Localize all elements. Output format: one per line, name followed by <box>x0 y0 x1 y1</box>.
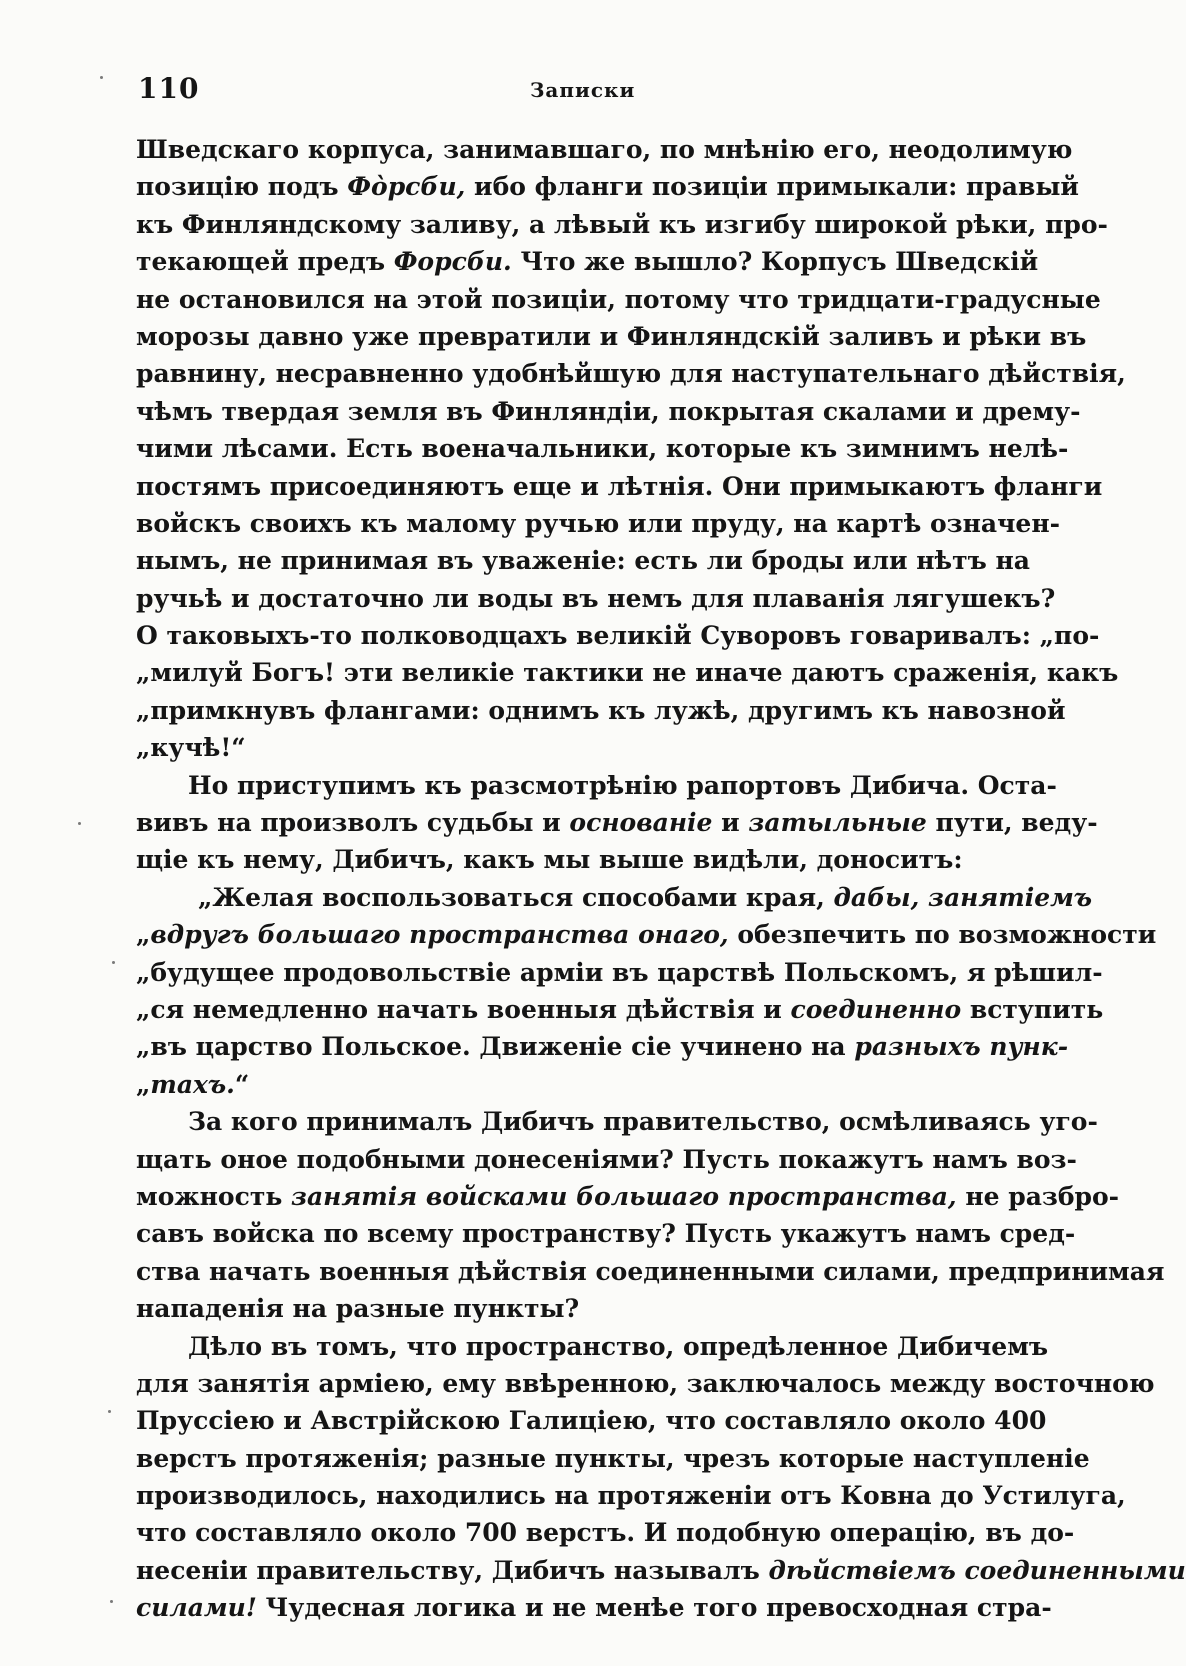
text-line: войскъ своихъ къ малому ручью или пруду, на картѣ означен- <box>136 508 1060 538</box>
text-line: нымъ, не принимая въ уваженіе: есть ли броды или нѣтъ на <box>136 546 1031 576</box>
text-line: О таковыхъ-то полководцахъ великій Суворовъ говаривалъ: „по- <box>136 621 1100 651</box>
italic-phrase: соединенно <box>790 994 962 1024</box>
italic-phrase: тахъ. <box>150 1069 235 1099</box>
italic-phrase: силами! <box>136 1593 257 1623</box>
text-line: щіе къ нему, Дибичъ, какъ мы выше видѣли, доноситъ: <box>136 845 963 875</box>
italic-phrase: дабы, занятіемъ <box>833 882 1093 912</box>
text-line: Шведскаго корпуса, занимавшаго, по мнѣнію его, неодолимую <box>136 135 1073 164</box>
text-line: равнину, несравненно удобнѣйшую для наступательнаго дѣйствія, <box>136 359 1126 389</box>
text-line: морозы давно уже превратили и Финляндскій заливъ и рѣки въ <box>136 321 1087 351</box>
text-line: позицію подъ Фо̀рсби, ибо фланги позиціи примыкали: правый <box>136 172 1079 202</box>
text-line: „милуй Богъ! эти великіе тактики не иначе даютъ сраженія, какъ <box>136 658 1119 688</box>
scan-speck <box>108 1410 111 1413</box>
text-line: ручьѣ и достаточно ли воды въ немъ для плаванія лягушекъ? <box>136 583 1056 613</box>
scan-speck <box>110 1600 113 1603</box>
text-line: щать оное подобными донесеніями? Пусть покажутъ намъ воз- <box>136 1144 1077 1174</box>
italic-phrase: Форсби. <box>393 247 512 277</box>
text-line: несеніи правительству, Дибичъ называлъ дѣйствіемъ соединенными <box>136 1555 1186 1585</box>
italic-phrase: разныхъ пунк- <box>854 1032 1069 1062</box>
text-line: ства начать военныя дѣйствія соединенными силами, предпринимая <box>136 1256 1165 1286</box>
italic-phrase: дѣйствіемъ соединенными <box>768 1555 1186 1585</box>
text-line: Дѣло въ томъ, что пространство, опредѣленное Дибичемъ <box>188 1331 1049 1361</box>
scan-speck <box>78 822 81 825</box>
text-line: что составляло около 700 верстъ. И подобную операцію, въ до- <box>136 1518 1075 1548</box>
scan-speck <box>112 961 115 964</box>
text-line: Но приступимъ къ разсмотрѣнію рапортовъ Дибича. Оста- <box>188 770 1057 800</box>
scan-speck <box>100 76 103 79</box>
text-line: За кого принималъ Дибичъ правительство, осмѣливаясь уго- <box>188 1107 1098 1137</box>
italic-phrase: занятія войсками большаго пространства, <box>291 1181 957 1211</box>
running-head: Записки <box>530 78 636 102</box>
text-line: вивъ на произволъ судьбы и основаніе и затыльные пути, веду- <box>136 808 1098 838</box>
text-line: „примкнувъ флангами: однимъ къ лужѣ, другимъ къ навозной <box>136 695 1066 725</box>
page-number: 110 <box>138 72 200 105</box>
text-line: „ся немедленно начать военныя дѣйствія и соединенно вступить <box>136 994 1104 1024</box>
text-line: можность занятія войсками большаго пространства, не разбро- <box>136 1181 1120 1211</box>
italic-phrase: Фо̀рсби, <box>347 172 466 202</box>
text-line: нападенія на разные пункты? <box>136 1294 580 1324</box>
italic-phrase: основаніе <box>569 808 713 838</box>
text-line: „вдругъ большаго пространства онаго, обезпечить по возможности <box>136 920 1157 950</box>
text-line: „въ царство Польское. Движеніе сіе учинено на разныхъ пунк- <box>136 1032 1069 1062</box>
body-text <box>136 131 1186 1627</box>
text-line: „будущее продовольствіе арміи въ царствѣ Польскомъ, я рѣшил- <box>136 957 1103 987</box>
text-line: постямъ присоединяютъ еще и лѣтнія. Они примыкаютъ фланги <box>136 471 1103 501</box>
text-line: текающей предъ Форсби. Что же вышло? Корпусъ Шведскій <box>136 247 1039 277</box>
text-line: верстъ протяженія; разные пункты, чрезъ которые наступленіе <box>136 1443 1090 1473</box>
text-line: къ Финляндскому заливу, а лѣвый къ изгибу широкой рѣки, про- <box>136 209 1108 239</box>
text-line: производилось, находились на протяженіи отъ Ковна до Устилуга, <box>136 1481 1126 1511</box>
text-line: савъ войска по всему пространству? Пусть укажутъ намъ сред- <box>136 1219 1076 1249</box>
italic-phrase: вдругъ большаго пространства онаго, <box>150 920 729 950</box>
text-line: силами! Чудесная логика и не менѣе того превосходная стра- <box>136 1593 1052 1623</box>
text-line: не остановился на этой позиціи, потому что тридцати-градусные <box>136 284 1101 314</box>
text-line: для занятія арміею, ему ввѣренною, заключалось между восточною <box>136 1368 1155 1398</box>
text-line: чими лѣсами. Есть военачальники, которые къ зимнимъ нелѣ- <box>136 434 1069 464</box>
text-line: „тахъ.“ <box>136 1069 250 1099</box>
text-line: чѣмъ твердая земля въ Финляндіи, покрытая скалами и дрему- <box>136 396 1081 426</box>
text-line: Пруссіею и Австрійскою Галиціею, что составляло около 400 <box>136 1406 1047 1436</box>
text-line: „кучѣ!“ <box>136 733 246 763</box>
italic-phrase: затыльные <box>748 808 927 838</box>
text-line: „Желая воспользоваться способами края, дабы, занятіемъ <box>198 882 1093 912</box>
